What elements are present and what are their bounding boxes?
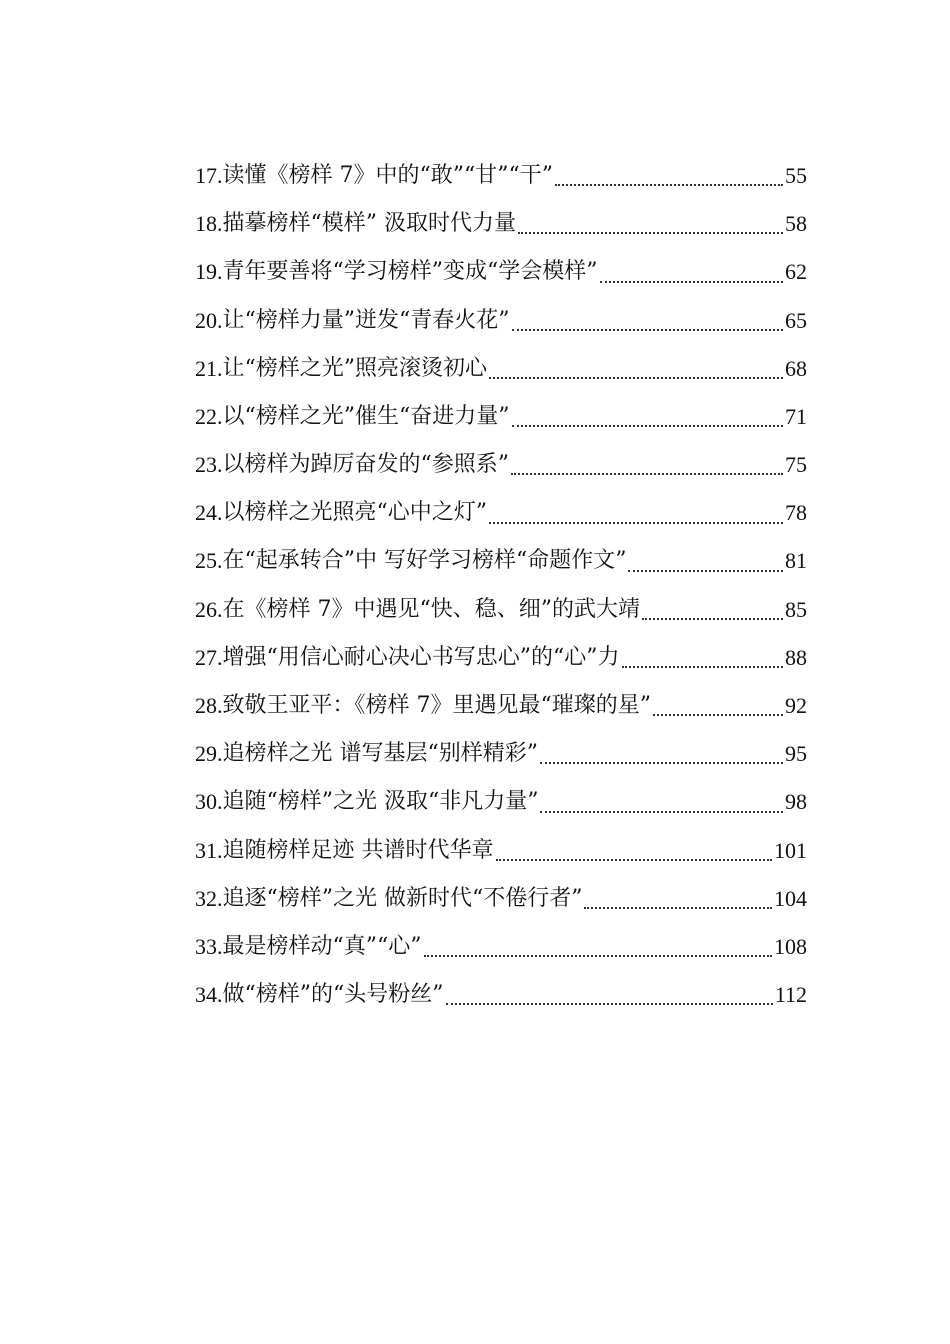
toc-entry-21[interactable] xyxy=(195,345,807,393)
toc-entry-title: 追榜样之光 谱写基层“别样精彩” xyxy=(222,741,538,767)
toc-entry-24[interactable] xyxy=(195,489,807,537)
toc-entry-number: 22. xyxy=(195,403,223,429)
dot-leader xyxy=(494,827,775,875)
toc-entry-page: 62 xyxy=(785,259,807,285)
dot-leader xyxy=(444,971,775,1019)
dot-leader xyxy=(487,489,785,537)
toc-entry-number: 32. xyxy=(195,885,223,911)
dot-leader xyxy=(582,875,774,923)
toc-entry-34[interactable] xyxy=(195,971,807,1019)
toc-entry-33[interactable] xyxy=(195,923,807,971)
toc-entry-page: 55 xyxy=(785,162,807,188)
toc-entry-page: 98 xyxy=(785,789,807,815)
toc-entry-title: 追逐“榜样”之光 做新时代“不倦行者” xyxy=(222,885,583,911)
dot-leader xyxy=(510,393,786,441)
dot-leader xyxy=(516,200,785,248)
toc-entry-page: 92 xyxy=(785,693,807,719)
toc-entry-title: 让“榜样力量”迸发“青春火花” xyxy=(222,307,510,333)
toc-entry-title: 以榜样为踔厉奋发的“参照系” xyxy=(222,452,509,478)
dot-leader xyxy=(626,538,785,586)
dot-leader xyxy=(487,345,785,393)
dot-leader xyxy=(651,682,785,730)
dot-leader xyxy=(553,152,785,200)
toc-entry-title: 增强“用信心耐心决心书写忠心”的“心”力 xyxy=(222,644,620,670)
toc-entry-title: 以榜样之光照亮“心中之灯” xyxy=(222,500,487,526)
toc-entry-25[interactable] xyxy=(195,538,807,586)
toc-entry-page: 101 xyxy=(774,837,807,863)
toc-entry-title: 青年要善将“学习榜样”变成“学会模样” xyxy=(222,259,598,285)
toc-entry-title: 追随榜样足迹 共谱时代华章 xyxy=(222,837,494,863)
toc-entry-number: 19. xyxy=(195,259,223,285)
toc-entry-number: 18. xyxy=(195,211,223,237)
toc-entry-30[interactable] xyxy=(195,778,807,826)
toc-entry-number: 20. xyxy=(195,307,223,333)
toc-entry-26[interactable] xyxy=(195,586,807,634)
dot-leader xyxy=(422,923,775,971)
toc-entry-number: 25. xyxy=(195,548,223,574)
toc-entry-number: 27. xyxy=(195,644,223,670)
dot-leader xyxy=(538,730,785,778)
dot-leader xyxy=(509,441,785,489)
dot-leader xyxy=(640,586,785,634)
toc-entry-page: 104 xyxy=(774,885,807,911)
toc-entry-page: 95 xyxy=(785,741,807,767)
toc-entry-number: 21. xyxy=(195,355,223,381)
toc-entry-page: 112 xyxy=(774,982,807,1008)
toc-entry-31[interactable] xyxy=(195,827,807,875)
toc-entry-18[interactable] xyxy=(195,200,807,248)
toc-entry-page: 58 xyxy=(785,211,807,237)
toc-entry-number: 17. xyxy=(195,162,223,188)
toc-entry-number: 31. xyxy=(195,837,223,863)
toc-entry-title: 追随“榜样”之光 汲取“非凡力量” xyxy=(222,789,539,815)
toc-entry-27[interactable] xyxy=(195,634,807,682)
toc-entry-page: 108 xyxy=(774,933,807,959)
toc-entry-title: 读懂《榜样 7》中的“敢”“甘”“干” xyxy=(222,162,553,188)
toc-entry-page: 78 xyxy=(785,500,807,526)
toc-entry-23[interactable] xyxy=(195,441,807,489)
toc-entry-page: 71 xyxy=(785,403,807,429)
toc-entry-title: 在《榜样 7》中遇见“快、稳、细”的武大靖 xyxy=(222,596,640,622)
toc-entry-page: 85 xyxy=(785,596,807,622)
toc-entry-number: 24. xyxy=(195,500,223,526)
dot-leader xyxy=(620,634,786,682)
dot-leader xyxy=(538,778,785,826)
dot-leader xyxy=(510,297,786,345)
toc-entry-number: 30. xyxy=(195,789,223,815)
toc-entry-number: 34. xyxy=(195,982,223,1008)
toc-entry-title: 描摹榜样“模样” 汲取时代力量 xyxy=(222,211,516,237)
toc-entry-number: 23. xyxy=(195,452,223,478)
toc-entry-32[interactable] xyxy=(195,875,807,923)
toc-entry-page: 81 xyxy=(785,548,807,574)
toc-entry-title: 致敬王亚平：《榜样 7》里遇见最“璀璨的星” xyxy=(222,693,651,719)
toc-entry-number: 33. xyxy=(195,933,223,959)
toc-entry-28[interactable] xyxy=(195,682,807,730)
toc-entry-title: 最是榜样动“真”“心” xyxy=(222,933,422,959)
toc-entry-number: 28. xyxy=(195,693,223,719)
toc-entry-22[interactable] xyxy=(195,393,807,441)
dot-leader xyxy=(598,248,786,296)
table-of-contents xyxy=(195,152,807,1019)
toc-entry-29[interactable] xyxy=(195,730,807,778)
toc-entry-number: 29. xyxy=(195,741,223,767)
toc-entry-17[interactable] xyxy=(195,152,807,200)
toc-entry-page: 88 xyxy=(785,644,807,670)
toc-entry-20[interactable] xyxy=(195,297,807,345)
toc-entry-title: 以“榜样之光”催生“奋进力量” xyxy=(222,403,510,429)
toc-entry-page: 65 xyxy=(785,307,807,333)
toc-entry-number: 26. xyxy=(195,596,223,622)
toc-entry-title: 在“起承转合”中 写好学习榜样“命题作文” xyxy=(222,548,627,574)
toc-entry-page: 68 xyxy=(785,355,807,381)
toc-entry-title: 做“榜样”的“头号粉丝” xyxy=(222,982,444,1008)
toc-entry-page: 75 xyxy=(785,452,807,478)
toc-entry-19[interactable] xyxy=(195,248,807,296)
toc-entry-title: 让“榜样之光”照亮滚烫初心 xyxy=(222,355,487,381)
